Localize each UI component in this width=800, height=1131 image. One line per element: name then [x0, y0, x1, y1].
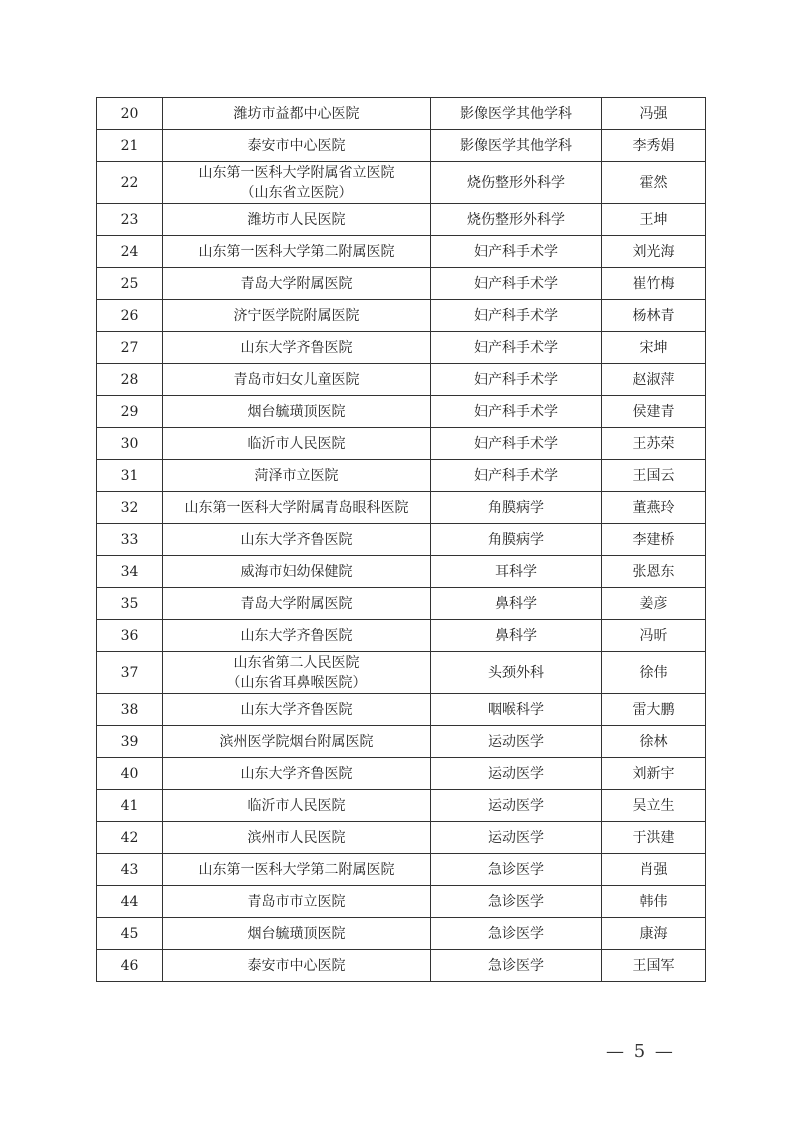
- hospital-name-line: 青岛大学附属医院: [240, 595, 353, 612]
- hospital-cell: [163, 854, 431, 886]
- hospital-name-line: 青岛市市立医院: [247, 893, 346, 910]
- hospital-name-line: 临沂市人民医院: [247, 435, 346, 452]
- person-name-cell: 刘新宇: [602, 758, 706, 790]
- person-name-cell: 王国云: [602, 460, 706, 492]
- subject-cell: 运动医学: [431, 726, 602, 758]
- hospital-cell: [163, 694, 431, 726]
- row-number-cell: 39: [97, 726, 163, 758]
- page-number: — 5 —: [606, 1041, 675, 1062]
- subject-cell: 运动医学: [431, 822, 602, 854]
- hospital-cell: [163, 300, 431, 332]
- person-name-cell: 李建桥: [602, 524, 706, 556]
- hospital-name-line: 潍坊市益都中心医院: [233, 105, 360, 122]
- hospital-name-line: 山东第一医科大学第二附属医院: [198, 243, 395, 260]
- hospital-cell: [163, 652, 431, 694]
- row-number-cell: 30: [97, 428, 163, 460]
- roster-table-body: [97, 98, 706, 982]
- subject-cell: 影像医学其他学科: [431, 130, 602, 162]
- hospital-name-line: 山东大学齐鲁医院: [240, 701, 353, 718]
- hospital-cell: [163, 236, 431, 268]
- table-row: [97, 758, 706, 790]
- hospital-name-line: 潍坊市人民医院: [247, 211, 346, 228]
- hospital-cell: [163, 918, 431, 950]
- row-number-cell: 42: [97, 822, 163, 854]
- row-number-cell: 36: [97, 620, 163, 652]
- table-row: [97, 492, 706, 524]
- person-name-cell: 徐林: [602, 726, 706, 758]
- row-number-cell: 23: [97, 204, 163, 236]
- table-row: [97, 428, 706, 460]
- hospital-name-line: 山东大学齐鲁医院: [240, 765, 353, 782]
- hospital-cell: [163, 726, 431, 758]
- row-number-cell: 31: [97, 460, 163, 492]
- table-row: [97, 950, 706, 982]
- table-row: [97, 130, 706, 162]
- row-number-cell: 41: [97, 790, 163, 822]
- subject-cell: 急诊医学: [431, 854, 602, 886]
- subject-cell: 烧伤整形外科学: [431, 162, 602, 204]
- person-name-cell: 吴立生: [602, 790, 706, 822]
- hospital-name-line: 烟台毓璜顶医院: [247, 925, 346, 942]
- row-number-cell: 20: [97, 98, 163, 130]
- person-name-cell: 冯强: [602, 98, 706, 130]
- table-row: [97, 98, 706, 130]
- table-row: [97, 162, 706, 204]
- hospital-cell: [163, 130, 431, 162]
- hospital-cell: [163, 268, 431, 300]
- row-number-cell: 43: [97, 854, 163, 886]
- subject-cell: 头颈外科: [431, 652, 602, 694]
- row-number-cell: 26: [97, 300, 163, 332]
- hospital-cell: [163, 886, 431, 918]
- table-row: [97, 364, 706, 396]
- hospital-name-line: 泰安市中心医院: [247, 957, 346, 974]
- hospital-name-line: 菏泽市立医院: [254, 467, 339, 484]
- hospital-name-line: 山东大学齐鲁医院: [240, 627, 353, 644]
- person-name-cell: 崔竹梅: [602, 268, 706, 300]
- person-name-cell: 徐伟: [602, 652, 706, 694]
- hospital-cell: [163, 822, 431, 854]
- subject-cell: 妇产科手术学: [431, 460, 602, 492]
- person-name-cell: 王国军: [602, 950, 706, 982]
- row-number-cell: 38: [97, 694, 163, 726]
- subject-cell: 运动医学: [431, 790, 602, 822]
- hospital-name-line: 山东第一医科大学第二附属医院: [198, 861, 395, 878]
- row-number-cell: 22: [97, 162, 163, 204]
- table-row: [97, 204, 706, 236]
- table-row: [97, 460, 706, 492]
- hospital-name-line: 泰安市中心医院: [247, 137, 346, 154]
- subject-cell: 角膜病学: [431, 524, 602, 556]
- person-name-cell: 冯昕: [602, 620, 706, 652]
- table-row: [97, 588, 706, 620]
- subject-cell: 鼻科学: [431, 620, 602, 652]
- hospital-name-line: 滨州医学院烟台附属医院: [219, 733, 374, 750]
- subject-cell: 妇产科手术学: [431, 428, 602, 460]
- hospital-name-line: 临沂市人民医院: [247, 797, 346, 814]
- hospital-cell: [163, 950, 431, 982]
- hospital-cell: [163, 98, 431, 130]
- table-row: [97, 396, 706, 428]
- subject-cell: 运动医学: [431, 758, 602, 790]
- person-name-cell: 董燕玲: [602, 492, 706, 524]
- hospital-name-line: 威海市妇幼保健院: [240, 563, 353, 580]
- hospital-name-line: 济宁医学院附属医院: [233, 307, 360, 324]
- hospital-cell: [163, 428, 431, 460]
- row-number-cell: 29: [97, 396, 163, 428]
- table-row: [97, 652, 706, 694]
- hospital-name-line: 山东第一医科大学附属青岛眼科医院: [184, 499, 409, 516]
- hospital-cell: [163, 162, 431, 204]
- hospital-cell: [163, 758, 431, 790]
- table-row: [97, 854, 706, 886]
- subject-cell: 急诊医学: [431, 950, 602, 982]
- subject-cell: 咽喉科学: [431, 694, 602, 726]
- subject-cell: 妇产科手术学: [431, 364, 602, 396]
- table-row: [97, 332, 706, 364]
- person-name-cell: 雷大鹏: [602, 694, 706, 726]
- table-row: [97, 620, 706, 652]
- hospital-name-line: 山东省第二人民医院: [233, 654, 360, 671]
- hospital-name-line: 山东第一医科大学附属省立医院: [198, 164, 395, 181]
- table-row: [97, 236, 706, 268]
- person-name-cell: 张恩东: [602, 556, 706, 588]
- hospital-cell: [163, 588, 431, 620]
- hospital-name-line: 青岛市妇女儿童医院: [233, 371, 360, 388]
- hospital-cell: [163, 790, 431, 822]
- hospital-name-line: （山东省立医院）: [240, 184, 353, 201]
- row-number-cell: 35: [97, 588, 163, 620]
- person-name-cell: 赵淑萍: [602, 364, 706, 396]
- hospital-cell: [163, 364, 431, 396]
- table-row: [97, 694, 706, 726]
- table-row: [97, 524, 706, 556]
- row-number-cell: 37: [97, 652, 163, 694]
- subject-cell: 妇产科手术学: [431, 236, 602, 268]
- person-name-cell: 刘光海: [602, 236, 706, 268]
- person-name-cell: 王坤: [602, 204, 706, 236]
- subject-cell: 烧伤整形外科学: [431, 204, 602, 236]
- subject-cell: 鼻科学: [431, 588, 602, 620]
- person-name-cell: 李秀娟: [602, 130, 706, 162]
- hospital-name-line: 山东大学齐鲁医院: [240, 339, 353, 356]
- roster-table: [96, 97, 706, 982]
- person-name-cell: 韩伟: [602, 886, 706, 918]
- subject-cell: 急诊医学: [431, 918, 602, 950]
- person-name-cell: 侯建青: [602, 396, 706, 428]
- subject-cell: 耳科学: [431, 556, 602, 588]
- person-name-cell: 姜彦: [602, 588, 706, 620]
- hospital-cell: [163, 620, 431, 652]
- person-name-cell: 王苏荣: [602, 428, 706, 460]
- person-name-cell: 肖强: [602, 854, 706, 886]
- person-name-cell: 宋坤: [602, 332, 706, 364]
- row-number-cell: 44: [97, 886, 163, 918]
- subject-cell: 妇产科手术学: [431, 332, 602, 364]
- hospital-name-line: 青岛大学附属医院: [240, 275, 353, 292]
- hospital-cell: [163, 204, 431, 236]
- hospital-cell: [163, 524, 431, 556]
- subject-cell: 影像医学其他学科: [431, 98, 602, 130]
- hospital-cell: [163, 460, 431, 492]
- subject-cell: 妇产科手术学: [431, 268, 602, 300]
- row-number-cell: 28: [97, 364, 163, 396]
- row-number-cell: 27: [97, 332, 163, 364]
- row-number-cell: 34: [97, 556, 163, 588]
- subject-cell: 急诊医学: [431, 886, 602, 918]
- hospital-cell: [163, 332, 431, 364]
- person-name-cell: 霍然: [602, 162, 706, 204]
- table-row: [97, 918, 706, 950]
- hospital-name-line: 山东大学齐鲁医院: [240, 531, 353, 548]
- row-number-cell: 33: [97, 524, 163, 556]
- table-row: [97, 268, 706, 300]
- person-name-cell: 康海: [602, 918, 706, 950]
- row-number-cell: 32: [97, 492, 163, 524]
- row-number-cell: 45: [97, 918, 163, 950]
- subject-cell: 妇产科手术学: [431, 300, 602, 332]
- hospital-cell: [163, 396, 431, 428]
- hospital-name-line: 滨州市人民医院: [247, 829, 346, 846]
- hospital-name-line: （山东省耳鼻喉医院）: [226, 674, 367, 691]
- table-row: [97, 886, 706, 918]
- row-number-cell: 46: [97, 950, 163, 982]
- person-name-cell: 于洪建: [602, 822, 706, 854]
- row-number-cell: 25: [97, 268, 163, 300]
- table-row: [97, 300, 706, 332]
- row-number-cell: 24: [97, 236, 163, 268]
- table-row: [97, 556, 706, 588]
- hospital-name-line: 烟台毓璜顶医院: [247, 403, 346, 420]
- subject-cell: 角膜病学: [431, 492, 602, 524]
- subject-cell: 妇产科手术学: [431, 396, 602, 428]
- table-row: [97, 726, 706, 758]
- table-row: [97, 822, 706, 854]
- hospital-cell: [163, 492, 431, 524]
- row-number-cell: 21: [97, 130, 163, 162]
- row-number-cell: 40: [97, 758, 163, 790]
- table-row: [97, 790, 706, 822]
- person-name-cell: 杨林青: [602, 300, 706, 332]
- hospital-cell: [163, 556, 431, 588]
